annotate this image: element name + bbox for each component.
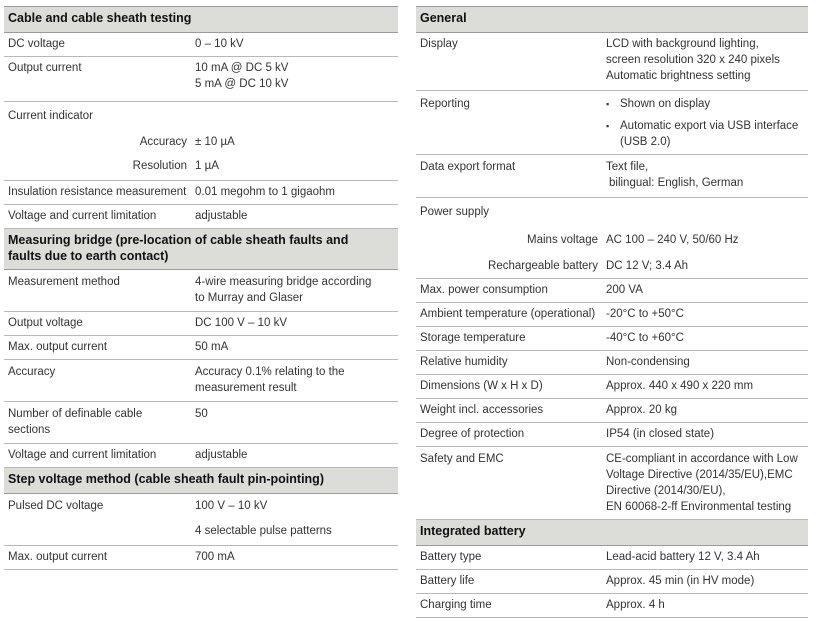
spec-row-storage-temp — [416, 327, 808, 351]
spec-label: Output current — [4, 57, 191, 102]
spec-label: Max. output current — [4, 336, 191, 360]
value-line: (USB 2.0) — [620, 136, 671, 148]
spec-row-output-current — [4, 57, 398, 102]
spec-label: Pulsed DC voltage — [8, 500, 104, 512]
bullet-item: ▪ Shown on display — [606, 96, 804, 112]
spec-label: Resolution — [4, 154, 191, 181]
spec-row-charging-time — [416, 594, 808, 618]
spec-label: Power supply — [420, 206, 490, 218]
spec-row-current-indicator — [4, 102, 398, 129]
spec-label: Mains voltage — [527, 234, 598, 246]
section-title: General — [416, 7, 808, 33]
spec-label: Safety and EMC — [416, 447, 602, 520]
value-line: EN 60068-2-ff Environmental testing — [606, 501, 792, 513]
spec-row-limitation — [4, 205, 398, 229]
value-line: 10 mA @ DC 5 kV — [195, 62, 289, 74]
spec-row-protection — [416, 423, 808, 447]
spec-label: Reporting — [416, 91, 602, 155]
section-header-integrated-battery — [416, 520, 808, 546]
spec-value: 100 V – 10 kV — [195, 500, 268, 512]
spec-label: Display — [416, 33, 602, 91]
spec-value: Approx. 4 h — [602, 594, 808, 618]
value-line: ▪ Automatic export via USB interface — [620, 120, 799, 132]
value-line: Automatic brightness setting — [606, 70, 751, 82]
spec-value — [191, 270, 398, 312]
spec-row-weight — [416, 399, 808, 423]
label-line: sections — [8, 424, 51, 436]
spec-label: Ambient temperature (operational) — [416, 303, 602, 327]
spec-value: 200 VA — [602, 279, 808, 303]
value-line: measurement result — [195, 382, 297, 394]
spec-row-dimensions — [416, 375, 808, 399]
spec-row-rechargeable-battery — [416, 254, 808, 279]
spec-label: Rechargeable battery — [416, 254, 602, 279]
spec-label: Insulation resistance measurement — [4, 181, 191, 205]
spec-value: DC 12 V; 3.4 Ah — [602, 254, 808, 279]
spec-row-output-voltage — [4, 312, 398, 336]
spec-row-data-export — [416, 155, 808, 198]
spec-value: Approx. 20 kg — [602, 399, 808, 423]
spec-row-safety-emc — [416, 447, 808, 520]
label-line: Number of definable cable — [8, 408, 143, 420]
spec-row-measurement-method — [4, 270, 398, 312]
section-header-measuring-bridge — [4, 229, 398, 270]
section-header-general — [416, 7, 808, 33]
spec-row-battery-type — [416, 546, 808, 570]
spec-value: ± 10 µA — [195, 136, 235, 148]
spec-row-accuracy-bridge — [4, 360, 398, 402]
left-spec-table — [4, 6, 398, 570]
title-line: faults due to earth contact) — [8, 249, 169, 263]
spec-value: 0.01 megohm to 1 gigaohm — [191, 181, 398, 205]
spec-label: Measurement method — [4, 270, 191, 312]
spec-label: Relative humidity — [416, 351, 602, 375]
spec-value: 50 — [191, 402, 398, 444]
spec-label: Voltage and current limitation — [4, 444, 191, 468]
spec-label: Battery life — [416, 570, 602, 594]
value-line: screen resolution 320 x 240 pixels — [606, 54, 780, 66]
spec-row-display — [416, 33, 808, 91]
left-spec-column — [4, 6, 398, 570]
spec-label: Storage temperature — [416, 327, 602, 351]
spec-value: AC 100 – 240 V, 50/60 Hz — [606, 234, 739, 246]
spec-row-max-output-current — [4, 336, 398, 360]
spec-label: Accuracy — [4, 360, 191, 402]
spec-value — [602, 447, 808, 520]
spec-label — [4, 402, 191, 444]
spec-value: Approx. 45 min (in HV mode) — [602, 570, 808, 594]
spec-value: -20°C to +50°C — [602, 303, 808, 327]
value-line: Text file, — [606, 161, 649, 173]
spec-row-dc-voltage — [4, 33, 398, 57]
right-spec-column — [416, 6, 808, 618]
value-line: to Murray and Glaser — [195, 292, 304, 304]
spec-label: Voltage and current limitation — [4, 205, 191, 229]
title-line: Measuring bridge (pre-location of cable sheath faults and — [8, 233, 349, 247]
spec-row-accuracy — [4, 128, 398, 154]
spec-row-insulation — [4, 181, 398, 205]
spec-value — [602, 33, 808, 91]
spec-value: -40°C to +60°C — [602, 327, 808, 351]
section-title — [4, 229, 398, 270]
spec-label: Max. output current — [4, 546, 191, 570]
spec-value — [602, 91, 808, 155]
spec-value: 1 µA — [191, 154, 398, 181]
spec-value: 700 mA — [191, 546, 398, 570]
spec-value — [602, 155, 808, 198]
spec-row-battery-life — [416, 570, 808, 594]
spec-label: Battery type — [416, 546, 602, 570]
spec-row-mains-voltage — [416, 226, 808, 254]
spec-value: adjustable — [191, 444, 398, 468]
spec-row-reporting — [416, 91, 808, 155]
section-header-step-voltage — [4, 468, 398, 494]
value-line: 4-wire measuring bridge according — [195, 276, 372, 288]
spec-value: Approx. 440 x 490 x 220 mm — [602, 375, 808, 399]
spec-value: Lead-acid battery 12 V, 3.4 Ah — [602, 546, 808, 570]
spec-row-humidity — [416, 351, 808, 375]
value-line: 5 mA @ DC 10 kV — [195, 78, 289, 90]
bullet-item — [606, 118, 804, 150]
spec-label: Output voltage — [4, 312, 191, 336]
value-line: CE-compliant in accordance with Low — [606, 453, 798, 465]
section-title: Integrated battery — [416, 520, 808, 546]
section-header-cable-sheath — [4, 7, 398, 33]
section-title: Cable and cable sheath testing — [4, 7, 398, 33]
spec-row-pulsed-dc — [4, 494, 398, 521]
spec-value: DC 100 V – 10 kV — [191, 312, 398, 336]
spec-label: Data export format — [416, 155, 602, 198]
spec-row-power-supply — [416, 198, 808, 227]
spec-value: 50 mA — [191, 336, 398, 360]
value-line: Voltage Directive (2014/35/EU),EMC — [606, 469, 793, 481]
spec-label: Current indicator — [8, 110, 94, 122]
spec-label: Dimensions (W x H x D) — [416, 375, 602, 399]
value-line: Accuracy 0.1% relating to the — [195, 366, 345, 378]
spec-row-pulse-patterns — [4, 520, 398, 546]
spec-value: 0 – 10 kV — [191, 33, 398, 57]
spec-row-max-output-current-step — [4, 546, 398, 570]
value-line: Directive (2014/30/EU), — [606, 485, 726, 497]
spec-value — [191, 57, 398, 102]
spec-row-cable-sections — [4, 402, 398, 444]
spec-value: adjustable — [191, 205, 398, 229]
spec-value: IP54 (in closed state) — [602, 423, 808, 447]
spec-label: DC voltage — [4, 33, 191, 57]
spec-value — [191, 360, 398, 402]
spec-row-ambient-temp — [416, 303, 808, 327]
spec-label: Max. power consumption — [416, 279, 602, 303]
spec-row-max-power — [416, 279, 808, 303]
spec-label: Charging time — [416, 594, 602, 618]
right-spec-table — [416, 6, 808, 618]
spec-label: Weight incl. accessories — [416, 399, 602, 423]
spec-label: Degree of protection — [416, 423, 602, 447]
spec-label: Accuracy — [139, 136, 187, 148]
spec-row-resolution — [4, 154, 398, 181]
spec-value: Non-condensing — [602, 351, 808, 375]
section-title: Step voltage method (cable sheath fault pin-pointing) — [4, 468, 398, 494]
value-line: LCD with background lighting, — [606, 38, 759, 50]
value-line: bilingual: English, German — [609, 177, 744, 189]
spec-row-limitation-bridge — [4, 444, 398, 468]
spec-value: 4 selectable pulse patterns — [191, 520, 398, 546]
